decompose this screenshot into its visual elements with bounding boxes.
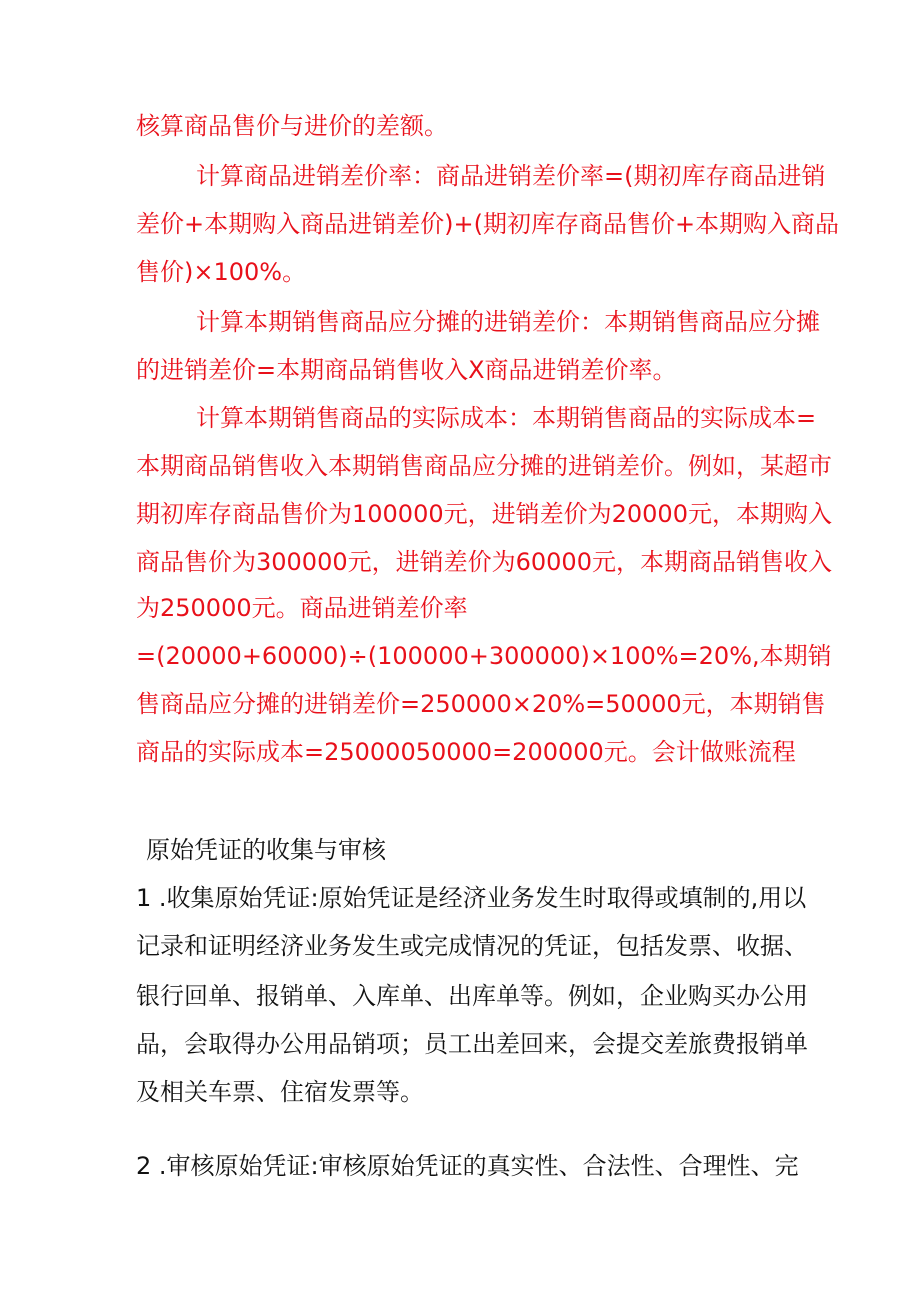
text-line: 本期商品销售收入本期销售商品应分摊的进销差价。例如，某超市 <box>136 452 832 480</box>
text-line: 商品的实际成本=25000050000=200000元。会计做账流程 <box>136 738 796 766</box>
text-line: 及相关车票、住宿发票等。 <box>136 1078 424 1106</box>
text-line: 计算本期销售商品应分摊的进销差价：本期销售商品应分摊 <box>196 308 820 336</box>
text-line: 售价)×100%。 <box>136 258 307 286</box>
text-line: 1 .收集原始凭证:原始凭证是经济业务发生时取得或填制的,用以 <box>136 884 807 912</box>
text-line: 商品售价为300000元，进销差价为60000元，本期商品销售收入 <box>136 548 832 576</box>
text-line: 期初库存商品售价为100000元，进销差价为20000元，本期购入 <box>136 500 832 528</box>
text-line: 的进销差价=本期商品销售收入X商品进销差价率。 <box>136 356 677 384</box>
text-line: 售商品应分摊的进销差价=250000×20%=50000元，本期销售 <box>136 690 826 718</box>
text-line: 品，会取得办公用品销项；员工出差回来，会提交差旅费报销单 <box>136 1030 808 1058</box>
text-line: 计算商品进销差价率：商品进销差价率=(期初库存商品进销 <box>196 162 826 190</box>
text-line: =(20000+60000)÷(100000+300000)×100%=20%,本期销 <box>136 642 832 670</box>
text-line: 计算本期销售商品的实际成本：本期销售商品的实际成本= <box>196 404 817 432</box>
text-line: 银行回单、报销单、入库单、出库单等。例如，企业购买办公用 <box>136 982 808 1010</box>
section-heading: 原始凭证的收集与审核 <box>146 836 386 864</box>
text-line: 核算商品售价与进价的差额。 <box>136 112 448 140</box>
text-line: 为250000元。商品进销差价率 <box>136 594 468 622</box>
text-line: 差价+本期购入商品进销差价)+(期初库存商品售价+本期购入商品 <box>136 210 840 238</box>
text-line: 2 .审核原始凭证:审核原始凭证的真实性、合法性、合理性、完 <box>136 1152 799 1180</box>
text-line: 记录和证明经济业务发生或完成情况的凭证，包括发票、收据、 <box>136 932 808 960</box>
